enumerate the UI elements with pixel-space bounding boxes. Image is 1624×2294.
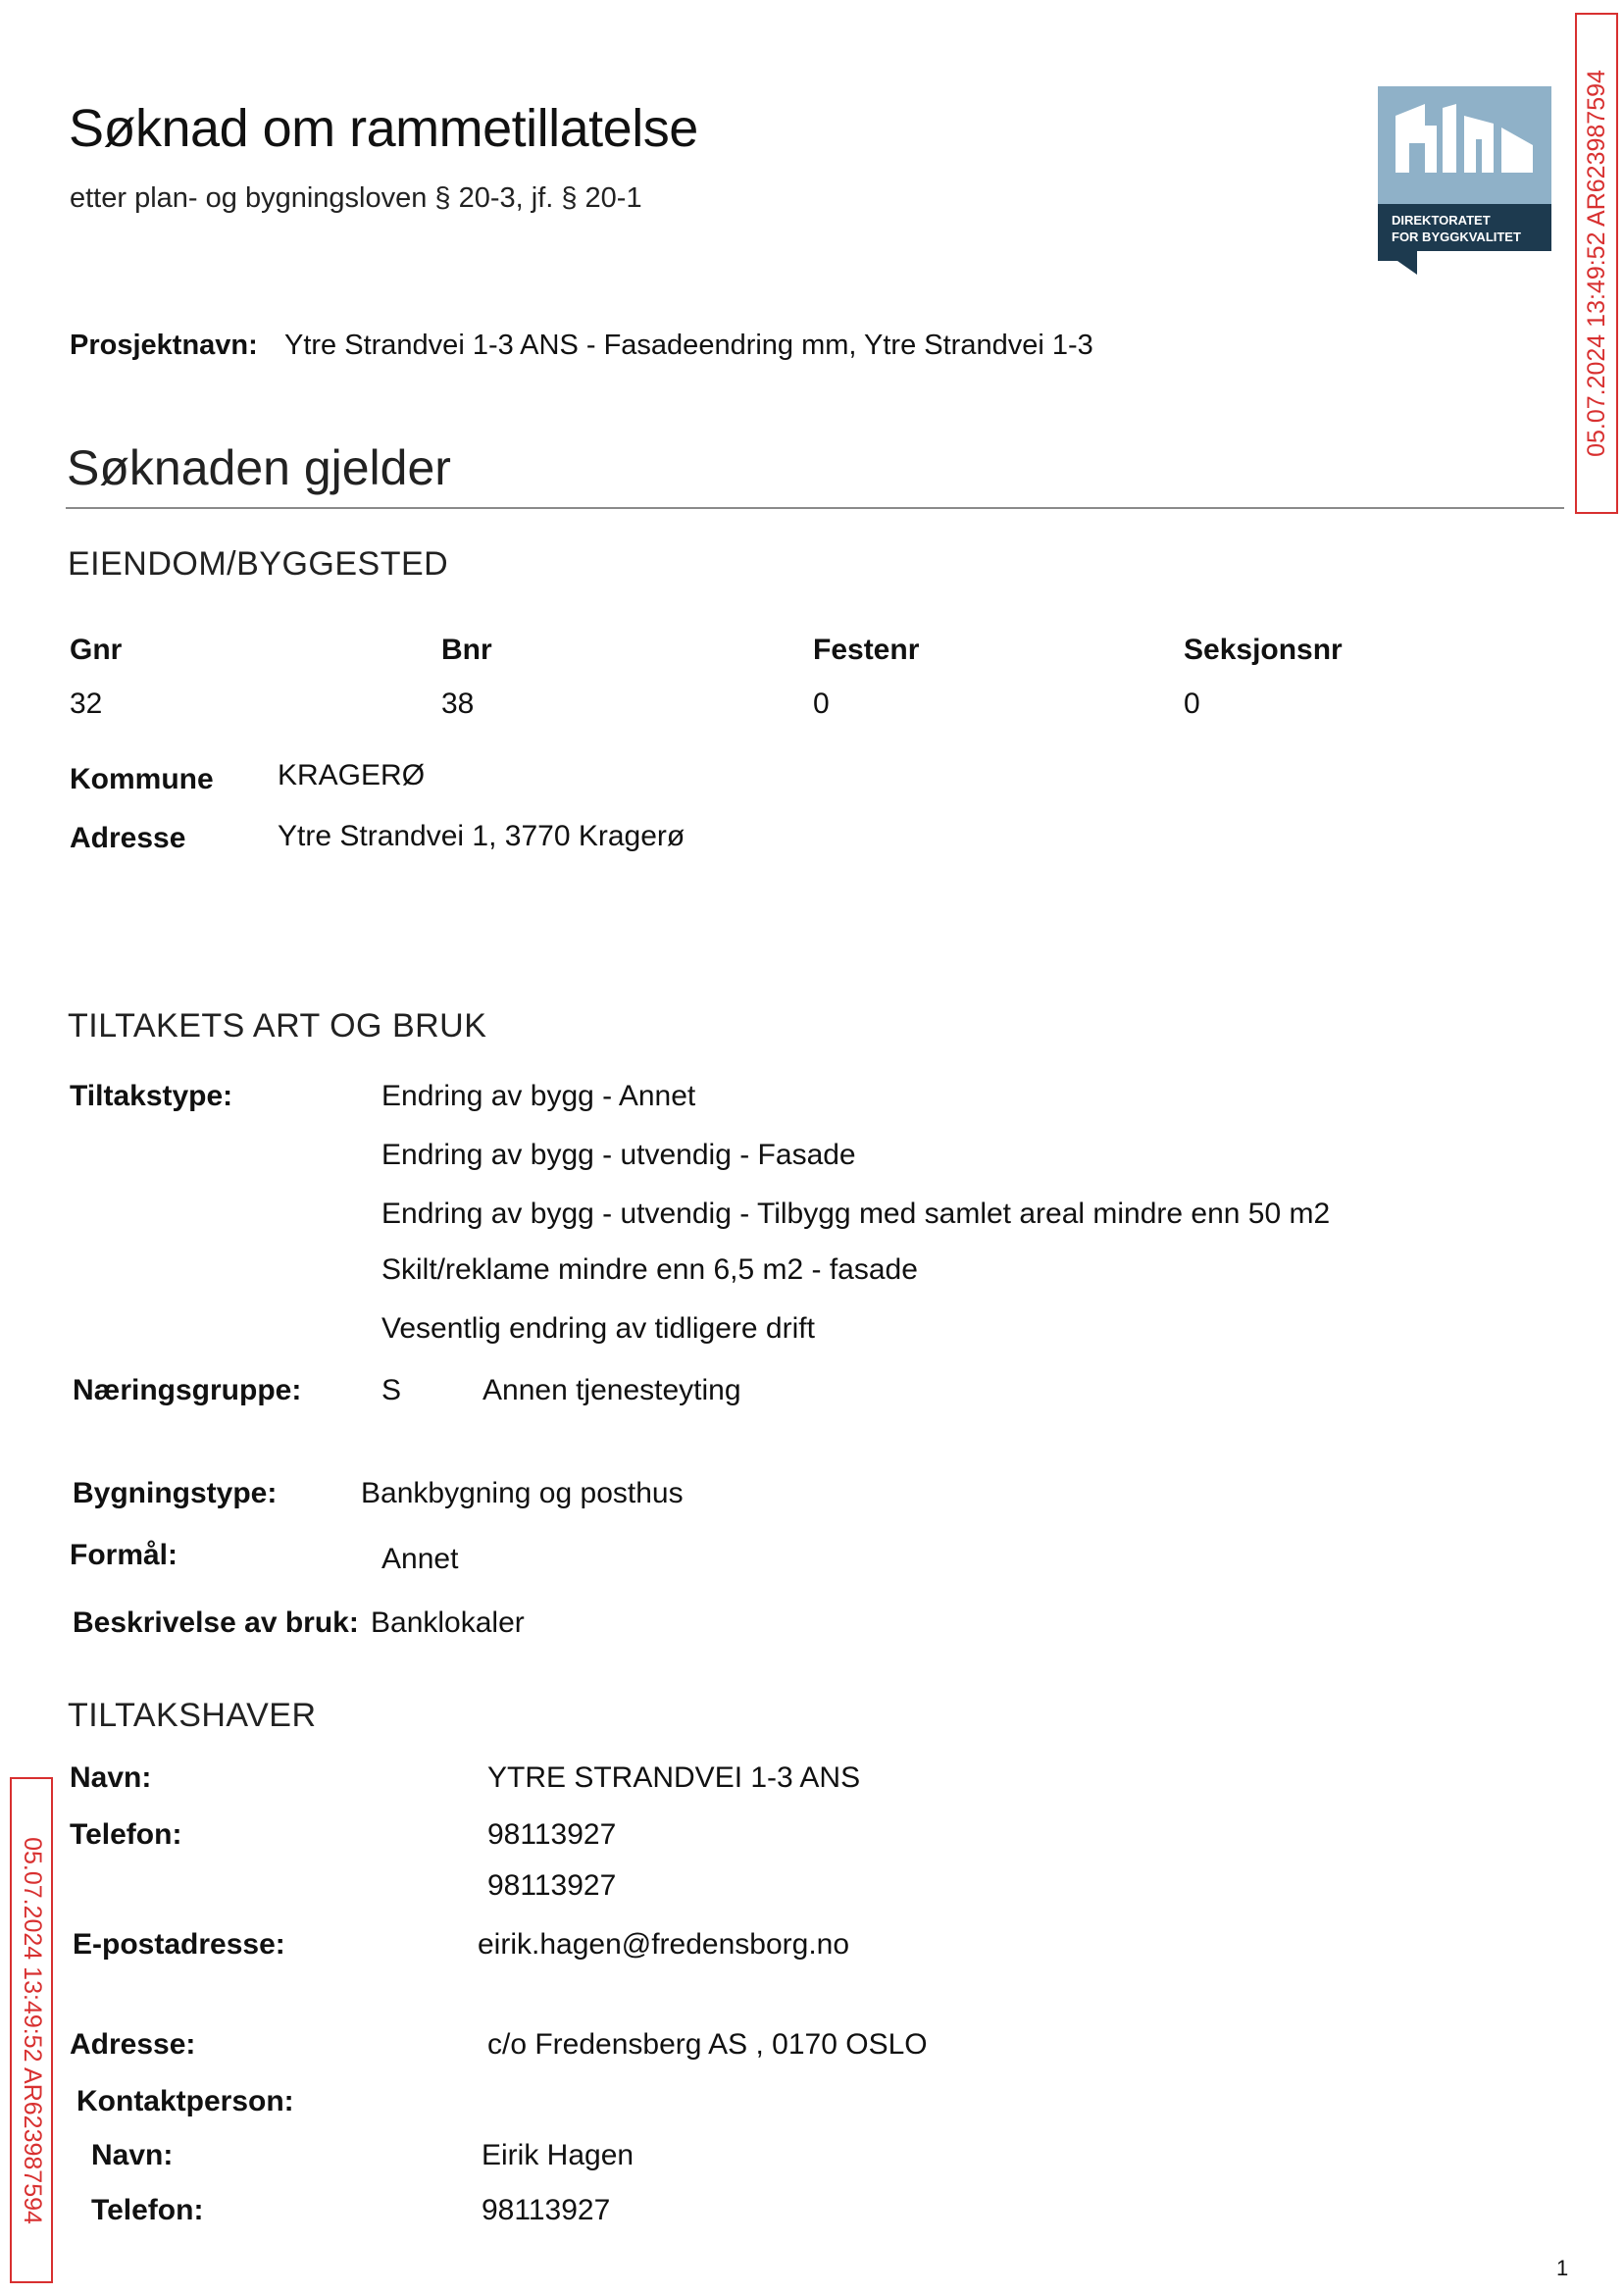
timestamp-stamp-right — [1575, 13, 1618, 514]
owner-epost-value: eirik.hagen@fredensborg.no — [478, 1928, 850, 1961]
owner-telefon-label: Telefon: — [70, 1818, 182, 1851]
gnr-value: 32 — [70, 688, 103, 720]
formal-value: Annet — [381, 1543, 459, 1575]
contact-telefon-value: 98113927 — [482, 2194, 611, 2226]
contact-navn-value: Eirik Hagen — [482, 2139, 634, 2171]
contact-label: Kontaktperson: — [76, 2085, 294, 2117]
beskrivelse-value: Banklokaler — [371, 1606, 525, 1639]
seksjonsnr-label: Seksjonsnr — [1184, 634, 1343, 666]
owner-telefon-value-2: 98113927 — [487, 1869, 617, 1902]
formal-label: Formål: — [70, 1539, 178, 1571]
owner-navn-label: Navn: — [70, 1761, 152, 1794]
tiltakstype-item: Vesentlig endring av tidligere drift — [381, 1312, 815, 1345]
section-divider — [66, 507, 1564, 509]
adresse-label: Adresse — [70, 822, 186, 854]
naeringsgruppe-code: S — [381, 1374, 402, 1406]
contact-navn-label: Navn: — [91, 2139, 174, 2171]
kommune-value: KRAGERØ — [278, 759, 426, 791]
page-title: Søknad om rammetillatelse — [69, 99, 698, 158]
festenr-label: Festenr — [813, 634, 920, 666]
dibk-logo — [1378, 86, 1551, 275]
owner-adresse-value: c/o Fredensberg AS , 0170 OSLO — [487, 2028, 928, 2061]
tiltakstype-label: Tiltakstype: — [70, 1080, 233, 1112]
page-subtitle: etter plan- og bygningsloven § 20-3, jf. § 20-1 — [70, 182, 642, 214]
owner-heading: TILTAKSHAVER — [68, 1697, 317, 1734]
section-heading: Søknaden gjelder — [67, 440, 451, 495]
page-number: 1 — [1556, 2256, 1569, 2280]
tiltakstype-item: Skilt/reklame mindre enn 6,5 m2 - fasade — [381, 1253, 918, 1286]
stamp-text: 05.07.2024 13:49:52 AR623987594 — [18, 1836, 46, 2224]
project-label: Prosjektnavn: — [70, 330, 258, 361]
contact-telefon-label: Telefon: — [91, 2194, 204, 2226]
kommune-label: Kommune — [70, 763, 214, 795]
bygningstype-label: Bygningstype: — [73, 1477, 278, 1509]
seksjonsnr-value: 0 — [1184, 688, 1200, 720]
owner-telefon-value: 98113927 — [487, 1818, 617, 1851]
tiltakstype-item: Endring av bygg - Annet — [381, 1080, 696, 1112]
owner-adresse-label: Adresse: — [70, 2028, 196, 2061]
stamp-text: 05.07.2024 13:49:52 AR623987594 — [1582, 70, 1610, 457]
tiltakstype-item: Endring av bygg - utvendig - Tilbygg med samlet areal mindre enn 50 m2 — [381, 1198, 1331, 1230]
owner-navn-value: YTRE STRANDVEI 1-3 ANS — [487, 1761, 861, 1794]
logo-text-2: FOR BYGGKVALITET — [1392, 229, 1521, 244]
gnr-label: Gnr — [70, 634, 123, 666]
tiltakstype-item: Endring av bygg - utvendig - Fasade — [381, 1139, 856, 1171]
measure-heading: TILTAKETS ART OG BRUK — [68, 1007, 487, 1045]
naeringsgruppe-value: Annen tjenesteyting — [482, 1374, 741, 1406]
timestamp-stamp-left — [10, 1777, 53, 2283]
bnr-value: 38 — [441, 688, 475, 720]
project-value: Ytre Strandvei 1-3 ANS - Fasadeendring mm, Ytre Strandvei 1-3 — [284, 330, 1093, 361]
naeringsgruppe-label: Næringsgruppe: — [73, 1374, 302, 1406]
adresse-value: Ytre Strandvei 1, 3770 Kragerø — [278, 820, 685, 852]
property-heading: EIENDOM/BYGGESTED — [68, 545, 449, 583]
logo-text-1: DIREKTORATET — [1392, 213, 1491, 228]
bygningstype-value: Bankbygning og posthus — [361, 1477, 684, 1509]
festenr-value: 0 — [813, 688, 830, 720]
owner-epost-label: E-postadresse: — [73, 1928, 285, 1961]
beskrivelse-label: Beskrivelse av bruk: — [73, 1606, 359, 1639]
bnr-label: Bnr — [441, 634, 492, 666]
